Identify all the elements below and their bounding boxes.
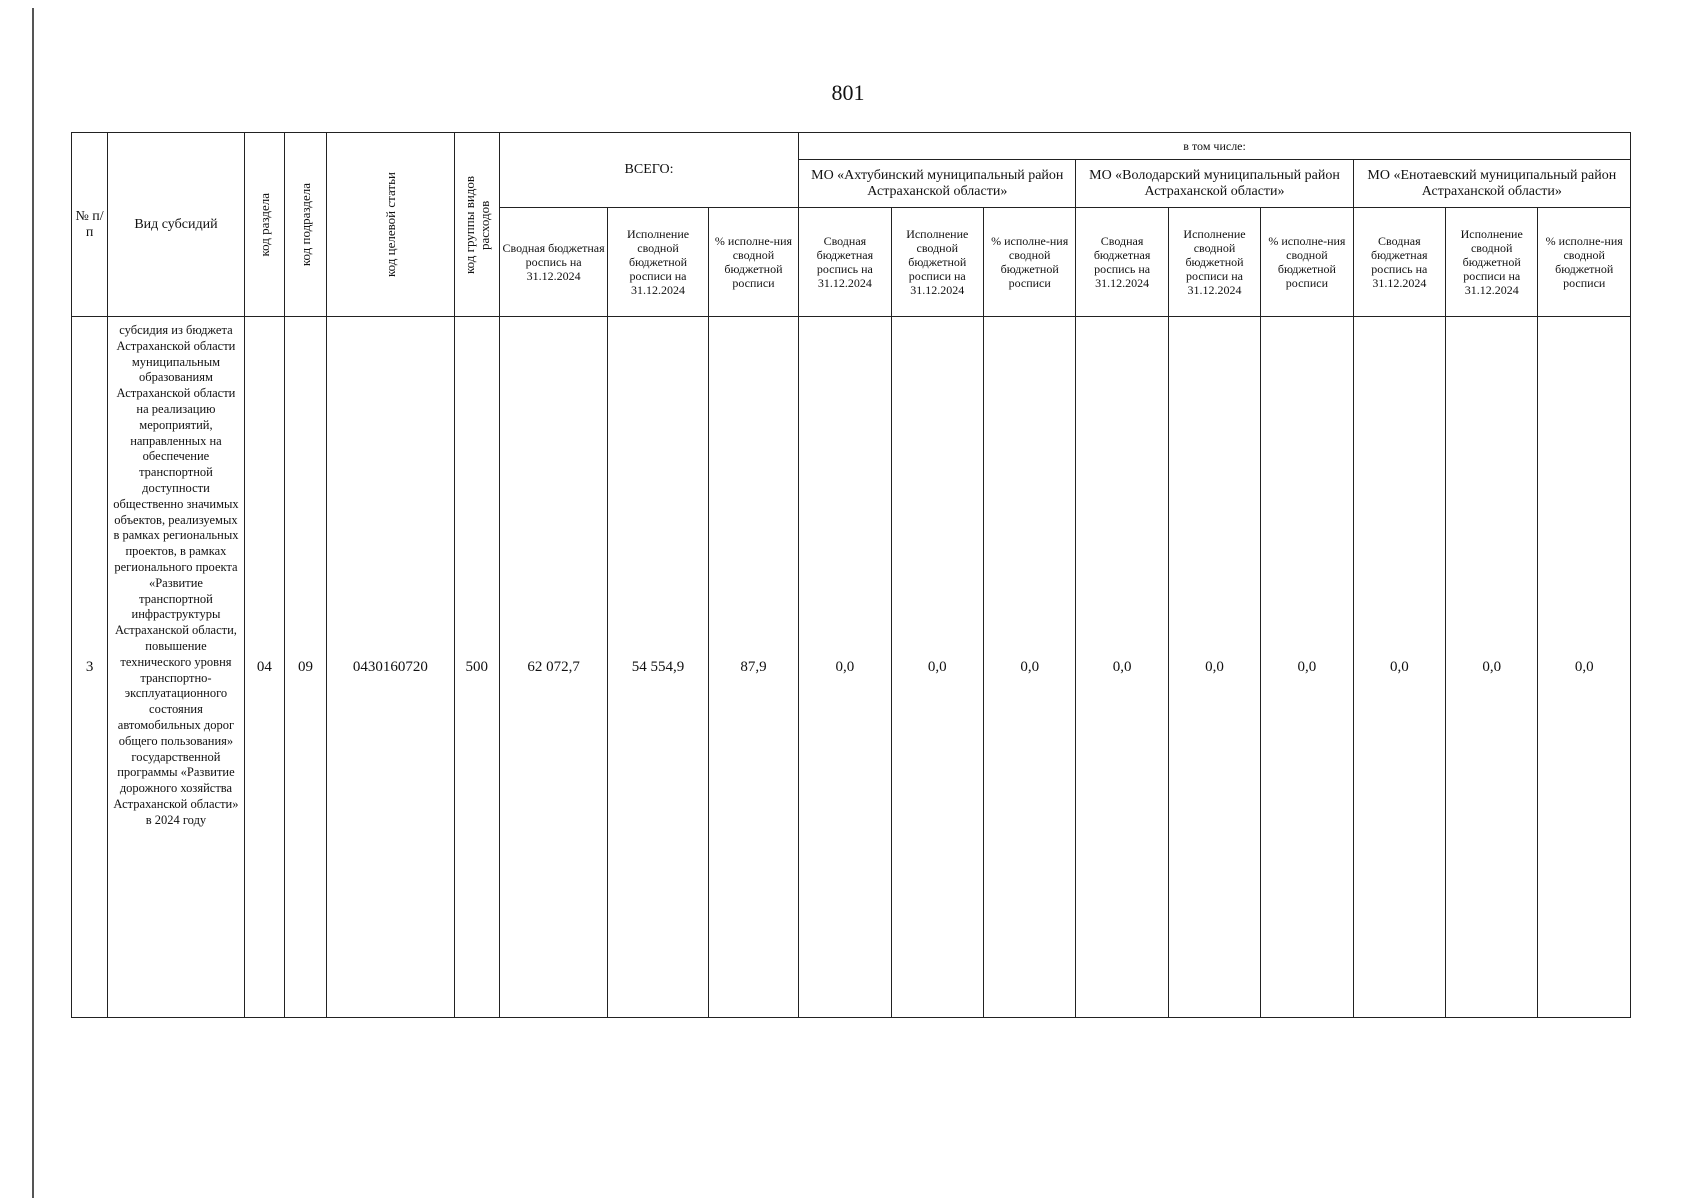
row-subsection-code: 09 [284, 317, 326, 1018]
header-section-code: код раздела [244, 133, 284, 317]
page-number: 801 [831, 80, 865, 105]
row-mo3-execution: 0,0 [1446, 317, 1538, 1018]
header-num: № п/п [72, 133, 108, 317]
header-mo3-plan: Сводная бюджетная роспись на 31.12.2024 [1353, 208, 1445, 317]
header-mo-volodarsky: МО «Володарский муниципальный район Астраханской области» [1076, 160, 1353, 208]
header-target-code: код целевой статьи [327, 133, 455, 317]
row-expense-group-code: 500 [454, 317, 499, 1018]
header-mo1-plan: Сводная бюджетная роспись на 31.12.2024 [799, 208, 891, 317]
row-description: субсидия из бюджета Астраханской области муниципальным образованиям Астраханской области на реализацию мероприятий, направленных на обеспечение транспортной доступности общественно значимых объектов, реализуемых в рамках региональных проектов, в рамках регионального проекта «Развитие транспортной инфраструктуры Астраханской области, повышение технического уровня транспортно-эксплуатационного состояния автомобильных дорог общего пользования» государственной программы «Развитие дорожного хозяйства Астраханской области» в 2024 году [108, 317, 245, 1018]
row-num: 3 [72, 317, 108, 1018]
header-total: ВСЕГО: [499, 133, 798, 208]
header-subsection-code: код подраздела [284, 133, 326, 317]
row-mo2-plan: 0,0 [1076, 317, 1168, 1018]
header-mo2-execution: Исполнение сводной бюджетной росписи на 31.12.2024 [1168, 208, 1260, 317]
header-total-execution: Исполнение сводной бюджетной росписи на 31.12.2024 [608, 208, 708, 317]
row-mo3-plan: 0,0 [1353, 317, 1445, 1018]
header-subsidy-type: Вид субсидий [108, 133, 245, 317]
subsidy-table [71, 132, 1631, 1018]
header-mo3-execution: Исполнение сводной бюджетной росписи на 31.12.2024 [1446, 208, 1538, 317]
header-total-plan: Сводная бюджетная роспись на 31.12.2024 [499, 208, 607, 317]
row-mo2-percent: 0,0 [1261, 317, 1353, 1018]
page-margin-line [32, 8, 34, 1198]
header-expense-group-code: код группы видов расходов [454, 133, 499, 317]
header-mo-akhtubinsky: МО «Ахтубинский муниципальный район Астраханской области» [799, 160, 1076, 208]
row-target-code: 0430160720 [327, 317, 455, 1018]
row-mo2-execution: 0,0 [1168, 317, 1260, 1018]
header-mo3-percent: % исполне-ния сводной бюджетной росписи [1538, 208, 1631, 317]
header-total-percent: % исполне-ния сводной бюджетной росписи [708, 208, 798, 317]
row-total-percent: 87,9 [708, 317, 798, 1018]
header-mo1-percent: % исполне-ния сводной бюджетной росписи [983, 208, 1075, 317]
row-mo3-percent: 0,0 [1538, 317, 1631, 1018]
table-row [72, 317, 1631, 1018]
header-mo2-plan: Сводная бюджетная роспись на 31.12.2024 [1076, 208, 1168, 317]
row-section-code: 04 [244, 317, 284, 1018]
row-mo1-execution: 0,0 [891, 317, 983, 1018]
header-mo2-percent: % исполне-ния сводной бюджетной росписи [1261, 208, 1353, 317]
row-total-plan: 62 072,7 [499, 317, 607, 1018]
header-mo1-execution: Исполнение сводной бюджетной росписи на 31.12.2024 [891, 208, 983, 317]
header-mo-enotaevsky: МО «Енотаевский муниципальный район Астраханской области» [1353, 160, 1630, 208]
header-including: в том числе: [799, 133, 1631, 160]
row-mo1-percent: 0,0 [983, 317, 1075, 1018]
row-total-execution: 54 554,9 [608, 317, 708, 1018]
row-mo1-plan: 0,0 [799, 317, 891, 1018]
